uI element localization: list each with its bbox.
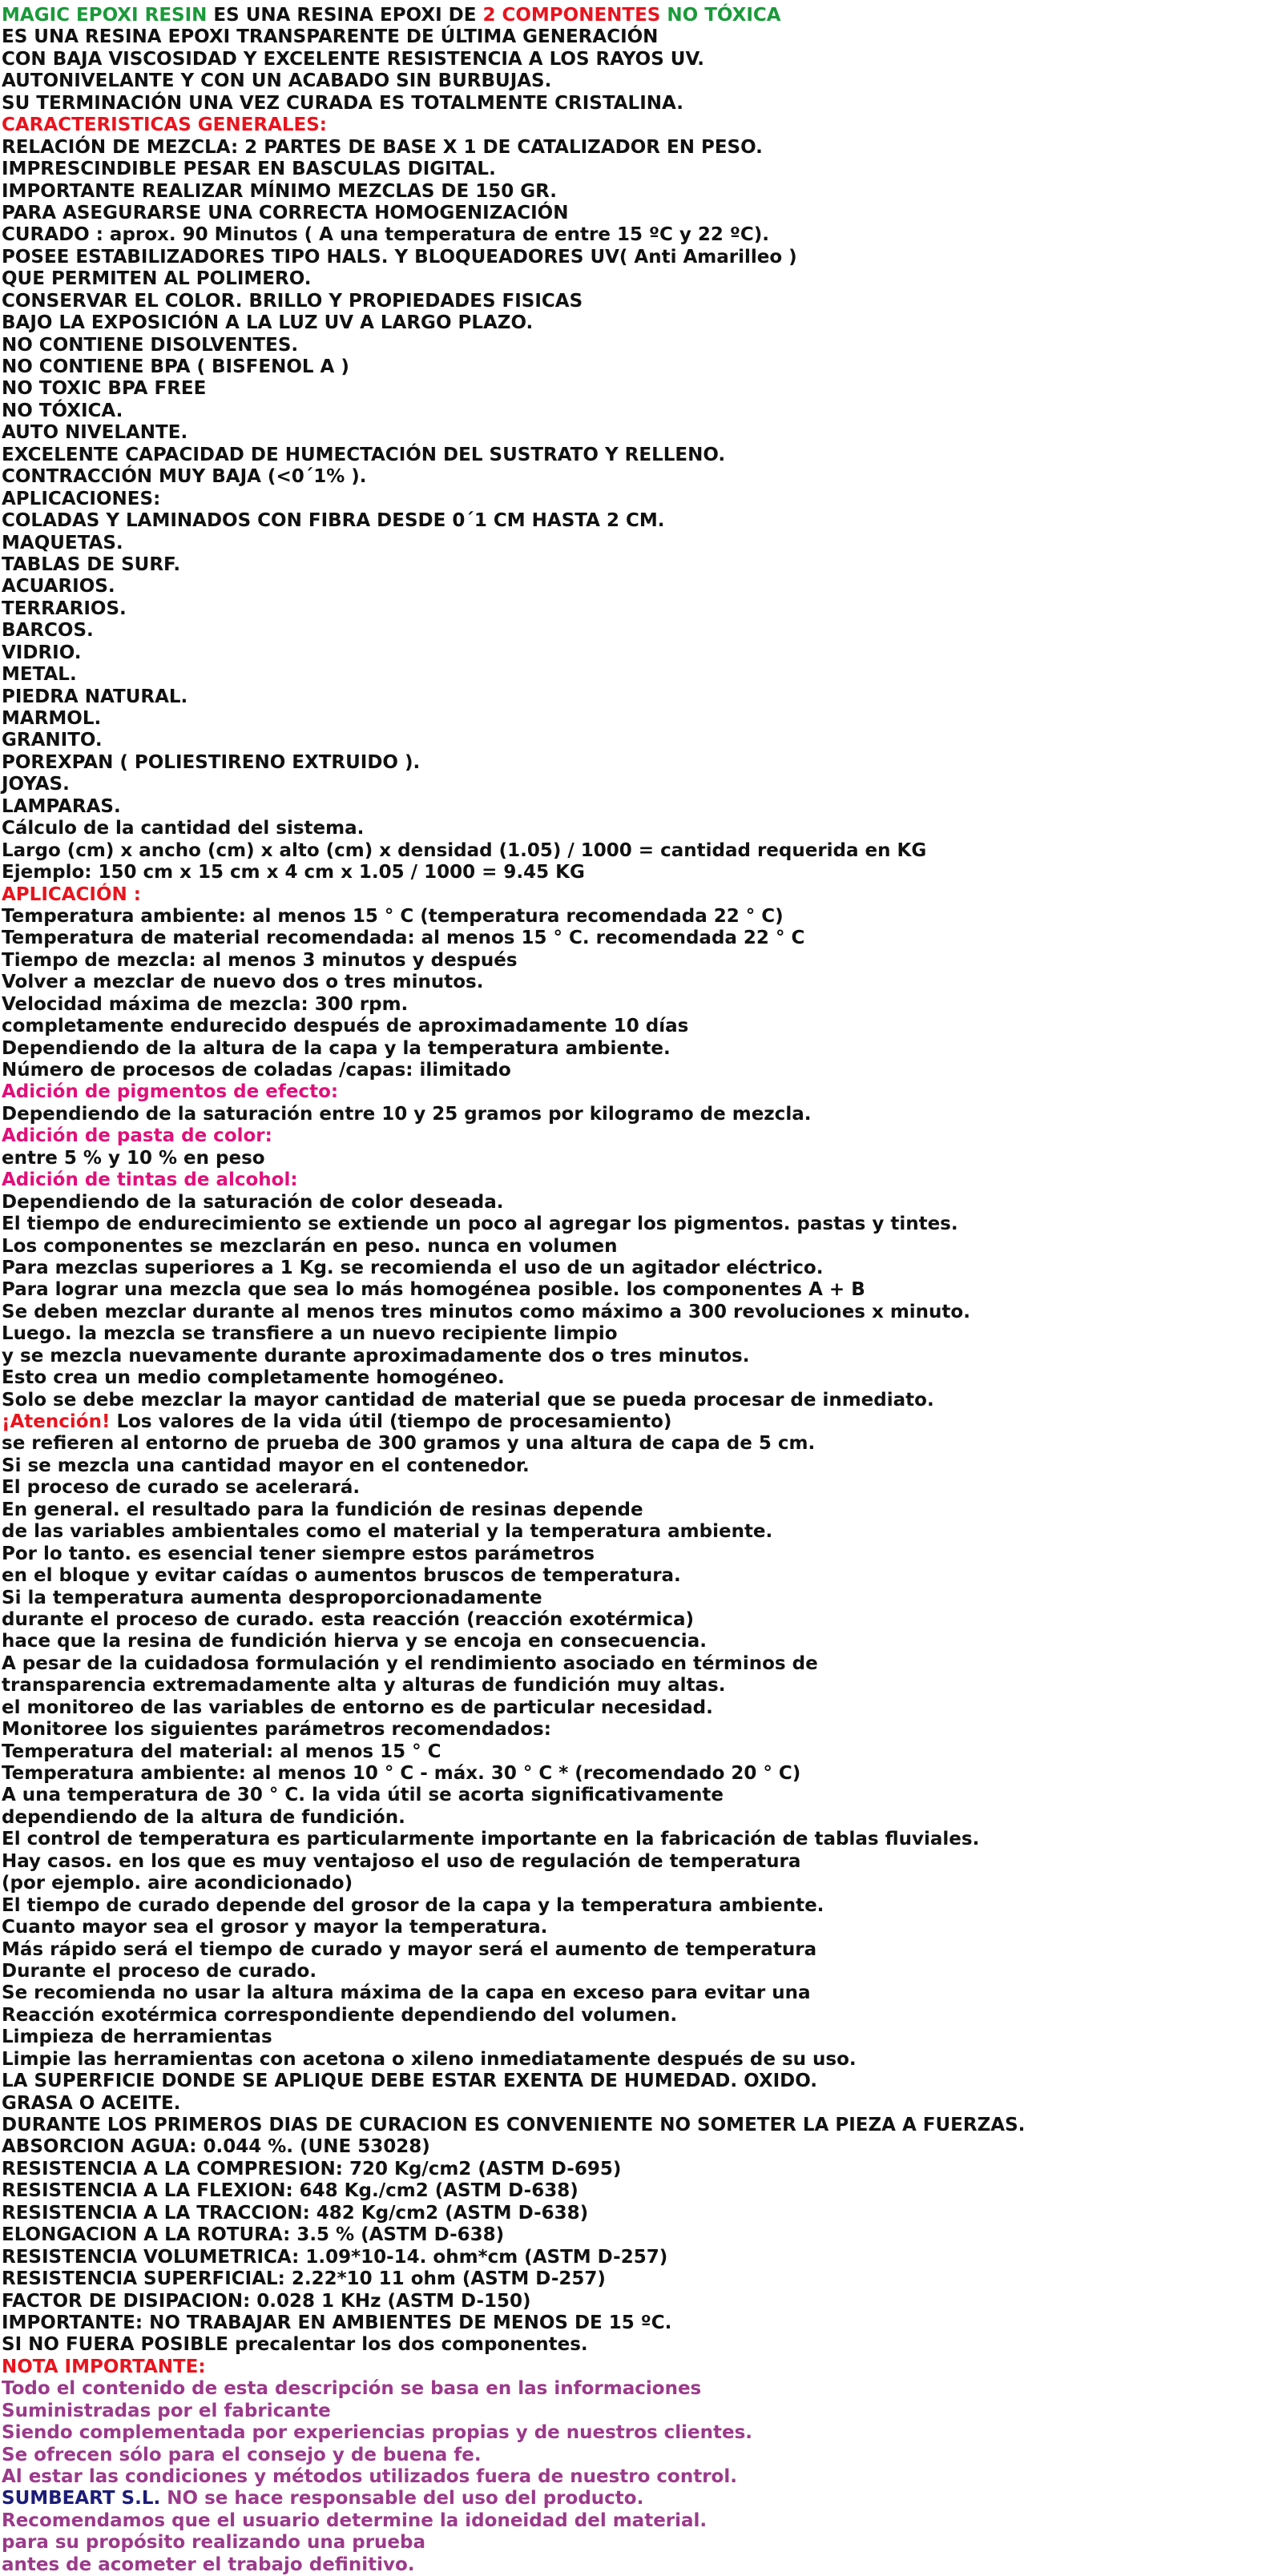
text-line bbox=[2, 2466, 1278, 2488]
text-line bbox=[2, 2422, 1278, 2444]
text-line bbox=[2, 1917, 1278, 1938]
text-segment: RELACIÓN DE MEZCLA: 2 PARTES DE BASE X 1 DE CATALIZADOR EN PESO. bbox=[2, 136, 763, 158]
text-segment: Todo el contenido de esta descripción se basa en las informaciones bbox=[2, 2378, 702, 2400]
text-line bbox=[2, 686, 1278, 708]
text-segment: Limpieza de herramientas bbox=[2, 2027, 272, 2048]
text-line bbox=[2, 335, 1278, 356]
text-segment: dependiendo de la altura de fundición. bbox=[2, 1806, 405, 1828]
text-segment: PARA ASEGURARSE UNA CORRECTA HOMOGENIZACIÓN bbox=[2, 202, 569, 223]
text-segment: METAL. bbox=[2, 664, 77, 686]
text-segment: AUTO NIVELANTE. bbox=[2, 422, 188, 444]
text-line bbox=[2, 1477, 1278, 1499]
text-segment: Los componentes se mezclarán en peso. nunca en volumen bbox=[2, 1235, 618, 1257]
text-line bbox=[2, 1631, 1278, 1652]
text-line bbox=[2, 642, 1278, 664]
text-line bbox=[2, 1807, 1278, 1829]
text-segment: SUMBEART S.L. bbox=[2, 2488, 161, 2510]
text-line bbox=[2, 2203, 1278, 2224]
text-line bbox=[2, 247, 1278, 268]
text-line bbox=[2, 1653, 1278, 1675]
text-line bbox=[2, 1982, 1278, 2004]
text-line bbox=[2, 862, 1278, 883]
text-segment: completamente endurecido después de aproximadamente 10 días bbox=[2, 1016, 689, 1037]
text-line bbox=[2, 752, 1278, 774]
text-segment: POREXPAN ( POLIESTIRENO EXTRUIDO ). bbox=[2, 751, 421, 773]
text-line bbox=[2, 2049, 1278, 2071]
text-segment: SU TERMINACIÓN UNA VEZ CURADA ES TOTALMENTE CRISTALINA. bbox=[2, 92, 683, 114]
text-segment: NO CONTIENE BPA ( BISFENOL A ) bbox=[2, 356, 349, 377]
text-segment: transparencia extremadamente alta y alturas de fundición muy altas. bbox=[2, 1675, 726, 1697]
text-segment: APLICACIONES: bbox=[2, 488, 161, 509]
text-segment: Temperatura del material: al menos 15 ° C bbox=[2, 1741, 441, 1762]
text-line bbox=[2, 49, 1278, 70]
text-segment: antes de acometer el trabajo definitivo. bbox=[2, 2554, 415, 2575]
text-line bbox=[2, 972, 1278, 993]
text-line bbox=[2, 2510, 1278, 2532]
text-segment: LA SUPERFICIE DONDE SE APLIQUE DEBE ESTAR EXENTA DE HUMEDAD. OXIDO. bbox=[2, 2071, 818, 2092]
text-line bbox=[2, 1675, 1278, 1697]
text-line bbox=[2, 576, 1278, 598]
text-line bbox=[2, 1455, 1278, 1477]
text-segment: CARACTERISTICAS GENERALES: bbox=[2, 115, 327, 136]
text-line bbox=[2, 1367, 1278, 1389]
text-line bbox=[2, 2401, 1278, 2422]
text-line bbox=[2, 1125, 1278, 1147]
text-line bbox=[2, 1763, 1278, 1785]
text-line bbox=[2, 2488, 1278, 2510]
text-line bbox=[2, 1785, 1278, 1806]
text-segment: Reacción exotérmica correspondiente dependiendo del volumen. bbox=[2, 2004, 678, 2026]
text-segment: de las variables ambientales como el material y la temperatura ambiente. bbox=[2, 1521, 773, 1543]
text-segment: AUTONIVELANTE Y CON UN ACABADO SIN BURBUJAS. bbox=[2, 70, 552, 92]
text-line bbox=[2, 1323, 1278, 1345]
text-line bbox=[2, 2180, 1278, 2202]
text-segment: El tiempo de endurecimiento se extiende un poco al agregar los pigmentos. pastas y tintes. bbox=[2, 1214, 958, 1235]
text-segment: se refieren al entorno de prueba de 300 gramos y una altura de capa de 5 cm. bbox=[2, 1433, 816, 1455]
text-line bbox=[2, 2224, 1278, 2246]
text-line bbox=[2, 2136, 1278, 2158]
text-segment: y se mezcla nuevamente durante aproximadamente dos o tres minutos. bbox=[2, 1345, 750, 1366]
text-line bbox=[2, 2005, 1278, 2027]
text-line bbox=[2, 312, 1278, 334]
text-line bbox=[2, 2378, 1278, 2400]
text-line bbox=[2, 2115, 1278, 2136]
text-line bbox=[2, 796, 1278, 818]
text-line bbox=[2, 1279, 1278, 1301]
text-line bbox=[2, 1939, 1278, 1961]
text-segment: entre 5 % y 10 % en peso bbox=[2, 1147, 265, 1169]
text-segment: Adición de tintas de alcohol: bbox=[2, 1169, 298, 1191]
text-segment: RESISTENCIA A LA FLEXION: 648 Kg./cm2 (ASTM D-638) bbox=[2, 2180, 579, 2202]
text-line bbox=[2, 2445, 1278, 2466]
text-line bbox=[2, 1346, 1278, 1367]
text-segment: RESISTENCIA A LA TRACCION: 482 Kg/cm2 (ASTM D-638) bbox=[2, 2202, 589, 2224]
text-segment: NOTA IMPORTANTE: bbox=[2, 2356, 206, 2377]
text-segment: APLICACIÓN : bbox=[2, 883, 141, 905]
text-line bbox=[2, 928, 1278, 949]
text-line bbox=[2, 1609, 1278, 1631]
text-line bbox=[2, 1895, 1278, 1917]
text-segment: Largo (cm) x ancho (cm) x alto (cm) x densidad (1.05) / 1000 = cantidad requerida en KG bbox=[2, 839, 927, 861]
text-segment: Adición de pigmentos de efecto: bbox=[2, 1081, 339, 1103]
text-line bbox=[2, 1521, 1278, 1543]
text-line bbox=[2, 1214, 1278, 1235]
text-segment: El control de temperatura es particularmente importante en la fabricación de tablas fluviales. bbox=[2, 1829, 980, 1850]
text-segment: Hay casos. en los que es muy ventajoso el uso de regulación de temperatura bbox=[2, 1850, 801, 1872]
text-segment: Volver a mezclar de nuevo dos o tres minutos. bbox=[2, 972, 484, 993]
text-segment: CURADO : aprox. 90 Minutos ( A una temperatura de entre 15 ºC y 22 ºC). bbox=[2, 224, 769, 246]
text-segment: ¡Atención! bbox=[2, 1411, 111, 1432]
text-line bbox=[2, 1016, 1278, 1037]
text-line bbox=[2, 906, 1278, 928]
text-line bbox=[2, 70, 1278, 92]
text-segment: NO TÓXICA bbox=[660, 5, 781, 26]
text-segment: El proceso de curado se acelerará. bbox=[2, 1477, 361, 1499]
text-segment: En general. el resultado para la fundición de resinas depende bbox=[2, 1499, 643, 1520]
text-segment: CONSERVAR EL COLOR. BRILLO Y PROPIEDADES FISICAS bbox=[2, 290, 583, 312]
text-line bbox=[2, 489, 1278, 510]
text-segment: Ejemplo: 150 cm x 15 cm x 4 cm x 1.05 / 1000 = 9.45 KG bbox=[2, 862, 585, 883]
text-segment: QUE PERMITEN AL POLIMERO. bbox=[2, 268, 312, 290]
text-segment: Cálculo de la cantidad del sistema. bbox=[2, 818, 365, 839]
text-line bbox=[2, 2268, 1278, 2290]
text-segment: RESISTENCIA SUPERFICIAL: 2.22*10 11 ohm (ASTM D-257) bbox=[2, 2268, 606, 2290]
text-segment: ELONGACION A LA ROTURA: 3.5 % (ASTM D-638) bbox=[2, 2224, 505, 2246]
text-segment: RESISTENCIA A LA COMPRESION: 720 Kg/cm2 (ASTM D-695) bbox=[2, 2158, 622, 2180]
text-line bbox=[2, 994, 1278, 1016]
text-segment: DURANTE LOS PRIMEROS DIAS DE CURACION ES CONVENIENTE NO SOMETER LA PIEZA A FUERZAS. bbox=[2, 2115, 1026, 2135]
text-segment: Luego. la mezcla se transfiere a un nuevo recipiente limpio bbox=[2, 1323, 618, 1345]
text-line bbox=[2, 533, 1278, 554]
text-segment: MARMOL. bbox=[2, 708, 102, 729]
text-line bbox=[2, 2532, 1278, 2554]
text-segment: VIDRIO. bbox=[2, 642, 82, 663]
text-line bbox=[2, 268, 1278, 290]
text-segment: Los valores de la vida útil (tiempo de procesamiento) bbox=[110, 1411, 672, 1432]
text-segment: 2 COMPONENTES bbox=[482, 5, 661, 26]
text-line bbox=[2, 1565, 1278, 1587]
text-line bbox=[2, 1104, 1278, 1125]
text-line bbox=[2, 2027, 1278, 2048]
text-line bbox=[2, 598, 1278, 620]
text-line bbox=[2, 159, 1278, 180]
text-segment: Velocidad máxima de mezcla: 300 rpm. bbox=[2, 993, 409, 1015]
text-line bbox=[2, 1258, 1278, 1279]
text-line bbox=[2, 445, 1278, 466]
text-segment: Por lo tanto. es esencial tener siempre estos parámetros bbox=[2, 1543, 595, 1564]
text-segment: IMPORTANTE REALIZAR MÍNIMO MEZCLAS DE 150 GR. bbox=[2, 180, 557, 202]
text-line bbox=[2, 1829, 1278, 1850]
text-segment: SI NO FUERA POSIBLE precalentar los dos componentes. bbox=[2, 2334, 588, 2356]
text-segment: (por ejemplo. aire acondicionado) bbox=[2, 1873, 353, 1894]
text-segment: A pesar de la cuidadosa formulación y el rendimiento asociado en términos de bbox=[2, 1652, 818, 1674]
text-segment: durante el proceso de curado. esta reacción (reacción exotérmica) bbox=[2, 1608, 695, 1630]
text-line bbox=[2, 818, 1278, 839]
text-segment: Temperatura ambiente: al menos 15 ° C (temperatura recomendada 22 ° C) bbox=[2, 905, 784, 927]
text-line bbox=[2, 1719, 1278, 1741]
text-segment: Adición de pasta de color: bbox=[2, 1125, 272, 1147]
text-segment: ABSORCION AGUA: 0.044 %. (UNE 53028) bbox=[2, 2136, 430, 2158]
text-line bbox=[2, 2247, 1278, 2268]
text-line bbox=[2, 400, 1278, 422]
text-segment: Siendo complementada por experiencias propias y de nuestros clientes. bbox=[2, 2422, 753, 2444]
text-segment: NO CONTIENE DISOLVENTES. bbox=[2, 334, 299, 356]
text-line bbox=[2, 2291, 1278, 2312]
text-segment: Solo se debe mezclar la mayor cantidad de material que se pueda procesar de inmediato. bbox=[2, 1389, 934, 1411]
text-line bbox=[2, 1499, 1278, 1521]
text-line bbox=[2, 554, 1278, 576]
text-line bbox=[2, 378, 1278, 400]
text-segment: Temperatura de material recomendada: al menos 15 ° C. recomendada 22 ° C bbox=[2, 928, 805, 949]
text-segment: IMPORTANTE: NO TRABAJAR EN AMBIENTES DE MENOS DE 15 ºC. bbox=[2, 2312, 672, 2333]
text-line bbox=[2, 884, 1278, 906]
text-line bbox=[2, 1588, 1278, 1609]
text-line bbox=[2, 620, 1278, 642]
text-line bbox=[2, 137, 1278, 159]
text-line bbox=[2, 224, 1278, 246]
text-segment: Tiempo de mezcla: al menos 3 minutos y después bbox=[2, 949, 518, 971]
text-segment: NO TOXIC BPA FREE bbox=[2, 378, 207, 400]
text-segment: PIEDRA NATURAL. bbox=[2, 686, 188, 707]
text-segment: FACTOR DE DISIPACION: 0.028 1 KHz (ASTM D-150) bbox=[2, 2290, 531, 2312]
text-line bbox=[2, 1060, 1278, 1081]
text-line bbox=[2, 1961, 1278, 1982]
text-line bbox=[2, 2093, 1278, 2115]
text-line bbox=[2, 2334, 1278, 2356]
text-line bbox=[2, 1148, 1278, 1169]
text-line bbox=[2, 950, 1278, 972]
text-segment: EXCELENTE CAPACIDAD DE HUMECTACIÓN DEL SUSTRATO Y RELLENO. bbox=[2, 444, 726, 465]
text-segment: Al estar las condiciones y métodos utilizados fuera de nuestro control. bbox=[2, 2466, 737, 2487]
text-line bbox=[2, 730, 1278, 751]
text-segment: El tiempo de curado depende del grosor de la capa y la temperatura ambiente. bbox=[2, 1894, 824, 1916]
text-segment: BARCOS. bbox=[2, 620, 94, 642]
text-segment: TABLAS DE SURF. bbox=[2, 553, 181, 575]
text-segment: Cuanto mayor sea el grosor y mayor la temperatura. bbox=[2, 1917, 548, 1938]
text-segment: Dependiendo de la altura de la capa y la temperatura ambiente. bbox=[2, 1037, 671, 1059]
text-line bbox=[2, 1302, 1278, 1323]
text-segment: Se deben mezclar durante al menos tres minutos como máximo a 300 revoluciones x minuto. bbox=[2, 1301, 970, 1322]
text-segment: MAGIC EPOXI RESIN bbox=[2, 5, 208, 26]
text-segment: en el bloque y evitar caídas o aumentos bruscos de temperatura. bbox=[2, 1565, 681, 1587]
text-segment: MAQUETAS. bbox=[2, 532, 123, 553]
text-line bbox=[2, 1697, 1278, 1719]
text-segment: Recomendamos que el usuario determine la idoneidad del material. bbox=[2, 2510, 708, 2531]
text-line bbox=[2, 774, 1278, 795]
text-segment: Si se mezcla una cantidad mayor en el contenedor. bbox=[2, 1455, 530, 1476]
text-segment: NO se hace responsable del uso del producto. bbox=[160, 2488, 644, 2510]
text-line bbox=[2, 93, 1278, 115]
text-segment: ACUARIOS. bbox=[2, 576, 115, 598]
text-segment: Número de procesos de coladas /capas: ilimitado bbox=[2, 1060, 511, 1081]
text-segment: TERRARIOS. bbox=[2, 598, 127, 619]
text-segment: Para lograr una mezcla que sea lo más homogénea posible. los componentes A + B bbox=[2, 1279, 865, 1301]
text-line bbox=[2, 2159, 1278, 2180]
text-line bbox=[2, 1081, 1278, 1103]
text-line bbox=[2, 840, 1278, 862]
text-segment: Suministradas por el fabricante bbox=[2, 2400, 331, 2421]
text-line bbox=[2, 1433, 1278, 1455]
text-segment: Se ofrecen sólo para el consejo y de buena fe. bbox=[2, 2444, 482, 2465]
text-line bbox=[2, 291, 1278, 312]
text-segment: JOYAS. bbox=[2, 774, 70, 795]
text-segment: ES UNA RESINA EPOXI TRANSPARENTE DE ÚLTIMA GENERACIÓN bbox=[2, 26, 659, 48]
text-segment: POSEE ESTABILIZADORES TIPO HALS. Y BLOQUEADORES UV( Anti Amarilleo ) bbox=[2, 246, 797, 268]
text-segment: Monitoree los siguientes parámetros recomendados: bbox=[2, 1719, 551, 1741]
text-line bbox=[2, 2071, 1278, 2092]
text-segment: Para mezclas superiores a 1 Kg. se recomienda el uso de un agitador eléctrico. bbox=[2, 1257, 824, 1278]
text-line bbox=[2, 26, 1278, 48]
text-line bbox=[2, 1873, 1278, 1894]
text-segment: GRASA O ACEITE. bbox=[2, 2092, 181, 2114]
text-line bbox=[2, 708, 1278, 730]
text-segment: CONTRACCIÓN MUY BAJA (<0´1% ). bbox=[2, 466, 367, 488]
text-line bbox=[2, 422, 1278, 444]
text-segment: Temperatura ambiente: al menos 10 ° C - máx. 30 ° C * (recomendado 20 ° C) bbox=[2, 1763, 801, 1784]
text-line bbox=[2, 203, 1278, 224]
text-line bbox=[2, 1544, 1278, 1565]
text-segment: Se recomienda no usar la altura máxima de la capa en exceso para evitar una bbox=[2, 1982, 811, 2004]
text-segment: ES UNA RESINA EPOXI DE bbox=[207, 5, 483, 26]
text-segment: Durante el proceso de curado. bbox=[2, 1960, 317, 1982]
text-line bbox=[2, 1851, 1278, 1873]
text-line bbox=[2, 510, 1278, 532]
text-segment: LAMPARAS. bbox=[2, 795, 121, 817]
text-segment: el monitoreo de las variables de entorno es de particular necesidad. bbox=[2, 1697, 713, 1718]
text-segment: BAJO LA EXPOSICIÓN A LA LUZ UV A LARGO PLAZO. bbox=[2, 312, 534, 334]
text-line bbox=[2, 1741, 1278, 1763]
text-segment: IMPRESCINDIBLE PESAR EN BASCULAS DIGITAL. bbox=[2, 159, 496, 180]
text-segment: hace que la resina de fundición hierva y se encoja en consecuencia. bbox=[2, 1631, 707, 1652]
text-line bbox=[2, 181, 1278, 203]
text-segment: A una temperatura de 30 ° C. la vida útil se acorta significativamente bbox=[2, 1785, 724, 1806]
text-line bbox=[2, 2312, 1278, 2334]
text-line bbox=[2, 1236, 1278, 1258]
text-line bbox=[2, 5, 1278, 26]
text-segment: Limpie las herramientas con acetona o xileno inmediatamente después de su uso. bbox=[2, 2048, 857, 2070]
text-line bbox=[2, 2554, 1278, 2576]
text-line bbox=[2, 1169, 1278, 1191]
text-segment: Dependiendo de la saturación entre 10 y 25 gramos por kilogramo de mezcla. bbox=[2, 1103, 812, 1125]
text-segment: Dependiendo de la saturación de color deseada. bbox=[2, 1191, 504, 1213]
text-segment: Más rápido será el tiempo de curado y mayor será el aumento de temperatura bbox=[2, 1938, 817, 1960]
text-segment: para su propósito realizando una prueba bbox=[2, 2532, 425, 2554]
text-line bbox=[2, 664, 1278, 686]
text-line bbox=[2, 466, 1278, 488]
text-segment: COLADAS Y LAMINADOS CON FIBRA DESDE 0´1 CM HASTA 2 CM. bbox=[2, 510, 665, 532]
text-line bbox=[2, 2357, 1278, 2378]
text-segment: Esto crea un medio completamente homogéneo. bbox=[2, 1367, 505, 1389]
text-line bbox=[2, 1192, 1278, 1214]
text-line bbox=[2, 1390, 1278, 1411]
text-line bbox=[2, 1411, 1278, 1433]
text-segment: GRANITO. bbox=[2, 730, 103, 751]
text-line bbox=[2, 1038, 1278, 1060]
text-segment: Si la temperatura aumenta desproporcionadamente bbox=[2, 1587, 542, 1608]
text-line bbox=[2, 115, 1278, 136]
text-segment: NO TÓXICA. bbox=[2, 400, 123, 421]
text-segment: CON BAJA VISCOSIDAD Y EXCELENTE RESISTENCIA A LOS RAYOS UV. bbox=[2, 48, 705, 70]
text-segment: RESISTENCIA VOLUMETRICA: 1.09*10-14. ohm*cm (ASTM D-257) bbox=[2, 2246, 668, 2268]
text-line bbox=[2, 356, 1278, 378]
